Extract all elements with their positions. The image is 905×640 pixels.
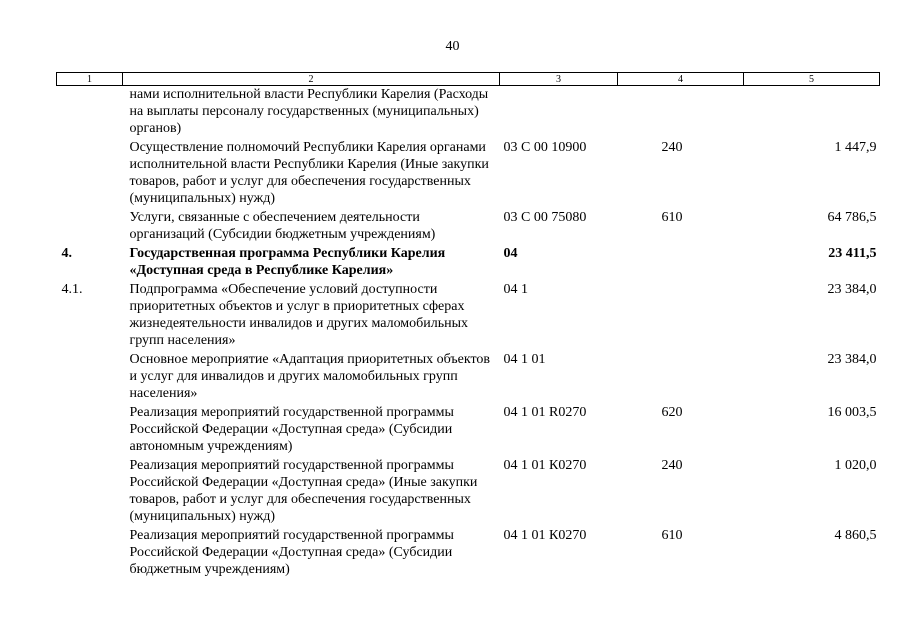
row-code: 04 1 [503,282,528,297]
row-name: Услуги, связанные с обеспечением деятельности организаций (Субсидии бюджетным учреждениям) [129,210,436,242]
row-number [57,207,123,243]
table-row [57,455,880,525]
row-number: 4. [61,246,72,261]
table-row [57,243,880,279]
row-number [57,455,123,525]
row-expense-type [618,243,744,279]
table-row [57,525,880,578]
table-body [57,86,880,579]
row-sum: 64 786,5 [827,210,877,225]
header-col-3: 3 [500,73,618,86]
row-code [500,86,618,138]
row-number [57,86,123,138]
row-name: Осуществление полномочий Республики Карелия органами исполнительной власти Республики Карелия (Иные закупки товаров, работ и услуг для обеспечения государственных (муниципальных) нужд) [129,140,489,206]
table-row [57,349,880,402]
row-expense-type: 610 [661,528,683,543]
row-code: 03 С 00 10900 [503,140,587,155]
row-code: 04 1 01 R0270 [503,405,587,420]
row-expense-type [618,349,744,402]
row-expense-type [618,279,744,349]
row-number [57,349,123,402]
budget-table [56,72,880,578]
header-col-1: 1 [57,73,123,86]
row-name: Основное мероприятие «Адаптация приоритетных объектов и услуг для инвалидов и других маломобильных групп населения» [129,352,491,401]
row-number: 4.1. [61,282,83,297]
row-sum: 4 860,5 [834,528,877,543]
header-col-2: 2 [123,73,500,86]
row-name: Государственная программа Республики Карелия «Доступная среда в Республике Карелия» [129,246,446,278]
row-sum: 16 003,5 [827,405,877,420]
row-expense-type [618,86,744,138]
row-name: Реализация мероприятий государственной программы Российской Федерации «Доступная среда» (Иные закупки товаров, работ и услуг для обеспечения государственных (муниципальных) нужд) [129,458,478,524]
row-sum: 23 411,5 [828,246,877,261]
table-row [57,207,880,243]
row-code: 04 [503,246,518,261]
page-number: 40 [445,39,460,54]
row-code: 03 С 00 75080 [503,210,587,225]
table-header-row [57,73,880,86]
row-expense-type: 240 [661,140,683,155]
row-expense-type: 620 [661,405,683,420]
row-sum: 23 384,0 [827,282,877,297]
row-expense-type: 240 [661,458,683,473]
table-row [57,279,880,349]
row-name: нами исполнительной власти Республики Карелия (Расходы на выплаты персоналу государственных (муниципальных) органов) [129,87,489,136]
table-row [57,137,880,207]
row-number [57,525,123,578]
row-sum: 1 447,9 [834,140,877,155]
row-name: Реализация мероприятий государственной программы Российской Федерации «Доступная среда» (Субсидии бюджетным учреждениям) [129,528,454,577]
row-code: 04 1 01 К0270 [503,528,587,543]
table-row [57,402,880,455]
row-sum: 23 384,0 [827,352,877,367]
header-col-4: 4 [618,73,744,86]
header-col-5: 5 [744,73,880,86]
row-expense-type: 610 [661,210,683,225]
row-name: Подпрограмма «Обеспечение условий доступности приоритетных объектов и услуг в приоритетных сферах жизнедеятельности инвалидов и других маломобильных групп населения» [129,282,469,348]
row-code: 04 1 01 [503,352,546,367]
row-code: 04 1 01 К0270 [503,458,587,473]
table-row [57,86,880,138]
row-name: Реализация мероприятий государственной программы Российской Федерации «Доступная среда» (Субсидии автономным учреждениям) [129,405,454,454]
row-sum [744,86,880,138]
row-number [57,402,123,455]
row-number [57,137,123,207]
row-sum: 1 020,0 [834,458,877,473]
